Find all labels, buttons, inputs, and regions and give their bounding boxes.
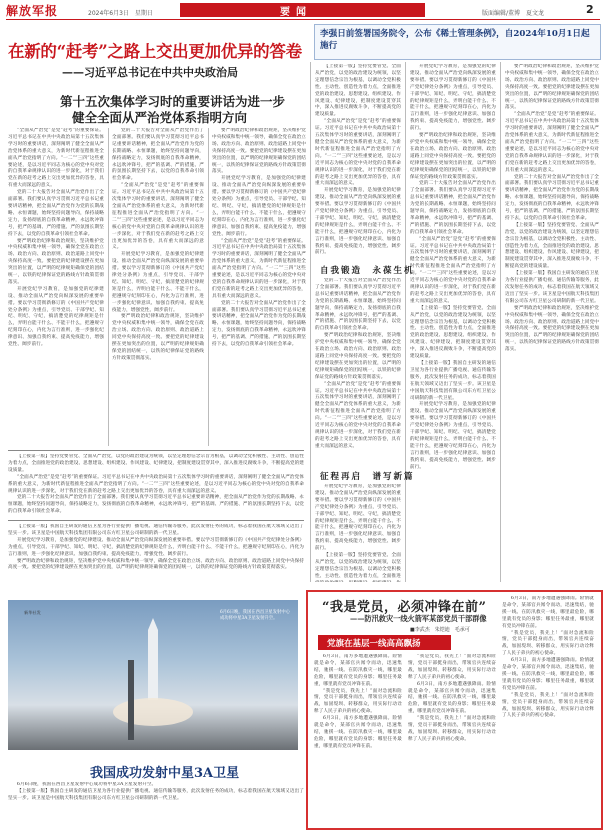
article-column-2: 党的二十大报告对全面从严治党作出了全面部署。我们要认真学习贯彻习近平总书记重要讲话精神，把全面从严治党作为党的长期战略、永恒课题，始终坚持问题导向，保持战略定力，发扬彻底的自我革命精神，永远吹冲锋号，把严的基调、严的措施、严的氛围长期坚持下去，以党的自我革命引领社会革命。 “全面从严治党”是党“赶考”的重要保证。习近平总书记在中共中央政治局第十五次集体学习时的重要讲话，深刻阐明了健全全面从严治党体系的重大意义，为新时代新征程推进全面从严治党指明了方向。“一二”“三四”这些重要论述，是以习近平同志为核心的党中央对党的自我革命规律认识的进一步深化，对于我们党在新的赶考之路上交出更加优异的答卷，具有重大而深远的意义。 开展党纪学习教育，是加强党的纪律建设、推动全面从严治党向纵深发展的重要举措。要以学习贯彻新修订的《中国共产党纪律处分条例》为重点，引导党员、干部学纪、知纪、明纪、守纪，搞清楚党的纪律规矩是什么，弄明白能干什么、不能干什么，把遵规守纪刻印在心，内化为言行准则，进一步强化纪律意识、加强自我约束、提高免疫能力，增强党性、阔步前行。 要严明政治纪律和政治规矩，坚决维护党中央权威和集中统一领导，确保全党在政治立场、政治方向、政治原则、政治道路上同党中央保持高度一致。要把党的纪律建设摆在更加突出的位置，以严明的纪律规矩确保党的团结统一，以铁的纪律保证党的路线方针政策贯彻落实。 xyxy=(112,128,204,361)
lead-subtitle-2: 第十五次集体学习时的重要讲话为进一步 xyxy=(60,94,286,109)
date-line: 2024年6月3日 星期日 xyxy=(88,10,153,17)
rocket-nose xyxy=(148,618,158,630)
column-rule xyxy=(500,62,501,582)
column-rule xyxy=(310,62,311,582)
article-column-6: 要严明政治纪律和政治规矩，坚决维护党中央权威和集中统一领导，确保全党在政治立场、政治方向、政治原则、政治道路上同党中央保持高度一致。要把党的纪律建设摆在更加突出的位置，以严明的纪律规矩确保党的团结统一，以铁的纪律保证党的路线方针政策贯彻落实。 “全面从严治党”是党“赶考”的重要保证。习近平总书记在中共中央政治局第十五次集体学习时的重要讲话，深刻阐明了健全全面从严治党体系的重大意义，为新时代新征程推进全面从严治党指明了方向。“一二”“三四”这些重要论述，是以习近平同志为核心的党中央对党的自我革命规律认识的进一步深化，对于我们党在新的赶考之路上交出更加优异的答卷，具有重大而深远的意义。 党的二十大报告对全面从严治党作出了全面部署。我们要认真学习贯彻习近平总书记重要讲话精神，把全面从严治党作为党的长期战略、永恒课题，始终坚持问题导向，保持战略定力，发扬彻底的自我革命精神，永远吹冲锋号，把严的基调、严的措施、严的氛围长期坚持下去，以党的自我革命引领社会革命。 【上接第一版】坚持党要管党、全面从严治党，以党的政治建设为统领，以坚定理想信念宗旨为根基，以调动全党积极性、主动性、创造性为着力点，全面推进党的政治建设、思想建设、组织建设、作风建设、纪律建设，把制度建设贯穿其中，深入推进反腐败斗争，不断提高党的建设质量。 【上接第一版】我国自主研发的通信卫星为各行业提供广播电视、通信传输等服务，此次发射任务的成功，标志着我国在航天领域又迈出了坚实一步。该卫星是中国航天科技集团有限公司东方红卫星公司研制的新一代卫星。 要严明政治纪律和政治规矩，坚决维护党中央权威和集中统一领导，确保全党在政治立场、政治方向、政治原则、政治道路上同党中央保持高度一致。要把党的纪律建设摆在更加突出的位置，以严明的纪律规矩确保党的团结统一，以铁的纪律保证党的路线方针政策贯彻落实。 xyxy=(505,64,599,353)
photo-credit: 新华社发 xyxy=(24,610,41,615)
article-column-3: 要严明政治纪律和政治规矩，坚决维护党中央权威和集中统一领导，确保全党在政治立场、政治方向、政治原则、政治道路上同党中央保持高度一致。要把党的纪律建设摆在更加突出的位置，以严明的纪律规矩确保党的团结统一，以铁的纪律保证党的路线方针政策贯彻落实。 开展党纪学习教育，是加强党的纪律建设、推动全面从严治党向纵深发展的重要举措。要以学习贯彻新修订的《中国共产党纪律处分条例》为重点，引导党员、干部学纪、知纪、明纪、守纪，搞清楚党的纪律规矩是什么，弄明白能干什么、不能干什么，把遵规守纪刻印在心，内化为言行准则，进一步强化纪律意识、加强自我约束、提高免疫能力，增强党性、阔步前行。 “全面从严治党”是党“赶考”的重要保证。习近平总书记在中共中央政治局第十五次集体学习时的重要讲话，深刻阐明了健全全面从严治党体系的重大意义，为新时代新征程推进全面从严治党指明了方向。“一二”“三四”这些重要论述，是以习近平同志为核心的党中央对党的自我革命规律认识的进一步深化，对于我们党在新的赶考之路上交出更加优异的答卷，具有重大而深远的意义。 党的二十大报告对全面从严治党作出了全面部署。我们要认真学习贯彻习近平总书记重要讲话精神，把全面从严治党作为党的长期战略、永恒课题，始终坚持问题导向，保持战略定力，发扬彻底的自我革命精神，永远吹冲锋号，把严的基调、严的措施、严的氛围长期坚持下去，以党的自我革命引领社会革命。 xyxy=(212,128,306,348)
launch-smoke xyxy=(113,698,193,726)
feature-subtitle: ——防汛救灾一线火箭军某部党员干部群像 xyxy=(350,614,487,623)
article-column-4c: 开展党纪学习教育，是加强党的纪律建设、推动全面从严治党向纵深发展的重要举措。要以学习贯彻新修订的《中国共产党纪律处分条例》为重点，引导党员、干部学纪、知纪、明纪、守纪，搞清楚党的纪律规矩是什么，弄明白能干什么、不能干什么，把遵规守纪刻印在心，内化为言行准则，进一步强化纪律意识、加强自我约束、提高免疫能力，增强党性、阔步前行。 【上接第一版】坚持党要管党、全面从严治党，以党的政治建设为统领，以坚定理想信念宗旨为根基，以调动全党积极性、主动性、创造性为着力点，全面推进 xyxy=(315,484,401,579)
article-column-5: 开展党纪学习教育，是加强党的纪律建设、推动全面从严治党向纵深发展的重要举措。要以学习贯彻新修订的《中国共产党纪律处分条例》为重点，引导党员、干部学纪、知纪、明纪、守纪，搞清楚党的纪律规矩是什么，弄明白能干什么、不能干什么，把遵规守纪刻印在心，内化为言行准则，进一步强化纪律意识、加强自我约束、提高免疫能力，增强党性、阔步前行。 要严明政治纪律和政治规矩，坚决维护党中央权威和集中统一领导，确保全党在政治立场、政治方向、政治原则、政治道路上同党中央保持高度一致。要把党的纪律建设摆在更加突出的位置，以严明的纪律规矩确保党的团结统一，以铁的纪律保证党的路线方针政策贯彻落实。 党的二十大报告对全面从严治党作出了全面部署。我们要认真学习贯彻习近平总书记重要讲话精神，把全面从严治党作为党的长期战略、永恒课题，始终坚持问题导向，保持战略定力，发扬彻底的自我革命精神，永远吹冲锋号，把严的基调、严的措施、严的氛围长期坚持下去，以党的自我革命引领社会革命。 “全面从严治党”是党“赶考”的重要保证。习近平总书记在中共中央政治局第十五次集体学习时的重要讲话，深刻阐明了健全全面从严治党体系的重大意义，为新时代新征程推进全面从严治党指明了方向。“一二”“三四”这些重要论述，是以习近平同志为核心的党中央对党的自我革命规律认识的进一步深化，对于我们党在新的赶考之路上交出更加优异的答卷，具有重大而深远的意义。 【上接第一版】坚持党要管党、全面从严治党，以党的政治建设为统领，以坚定理想信念宗旨为根基，以调动全党积极性、主动性、创造性为着力点，全面推进党的政治建设、思想建设、组织建设、作风建设、纪律建设，把制度建设贯穿其中，深入推进反腐败斗争，不断提高党的建设质量。 【上接第一版】我国自主研发的通信卫星为各行业提供广播电视、通信传输等服务，此次发射任务的成功，标志着我国在航天领域又迈出了坚实一步。该卫星是中国航天科技集团有限公司东方红卫星公司研制的新一代卫星。 开展党纪学习教育，是加强党的纪律建设、推动全面从严治党向纵深发展的重要举措。要以学习贯彻新修订的《中国共产党纪律处分条例》为重点，引导党员、干部学纪、知纪、明纪、守纪，搞清楚党的纪律规矩是什么，弄明白能干什么、不能干什么，把遵规守纪刻印在心，内化为言行准则，进一步强化纪律意识、加强自我约束、提高免疫能力，增强党性、阔步前行。 xyxy=(410,64,496,470)
lead-subtitle-3: 健全全面从严治党体系指明方向 xyxy=(72,110,248,125)
article-column-1: “全面从严治党”是党“赶考”的重要保证。习近平总书记在中共中央政治局第十五次集体学习时的重要讲话，深刻阐明了健全全面从严治党体系的重大意义，为新时代新征程推进全面从严治党指明了方向。“一二”“三四”这些重要论述，是以习近平同志为核心的党中央对党的自我革命规律认识的进一步深化，对于我们党在新的赶考之路上交出更加优异的答卷，具有重大而深远的意义。 党的二十大报告对全面从严治党作出了全面部署。我们要认真学习贯彻习近平总书记重要讲话精神，把全面从严治党作为党的长期战略、永恒课题，始终坚持问题导向，保持战略定力，发扬彻底的自我革命精神，永远吹冲锋号，把严的基调、严的措施、严的氛围长期坚持下去，以党的自我革命引领社会革命。 要严明政治纪律和政治规矩，坚决维护党中央权威和集中统一领导，确保全党在政治立场、政治方向、政治原则、政治道路上同党中央保持高度一致。要把党的纪律建设摆在更加突出的位置，以严明的纪律规矩确保党的团结统一，以铁的纪律保证党的路线方针政策贯彻落实。 开展党纪学习教育，是加强党的纪律建设、推动全面从严治党向纵深发展的重要举措。要以学习贯彻新修订的《中国共产党纪律处分条例》为重点，引导党员、干部学纪、知纪、明纪、守纪，搞清楚党的纪律规矩是什么，弄明白能干什么、不能干什么，把遵规守纪刻印在心，内化为言行准则，进一步强化纪律意识、加强自我约束、提高免疫能力，增强党性、阔步前行。 xyxy=(8,128,104,348)
page-number: 2 xyxy=(586,3,594,16)
section-name: 要闻 xyxy=(280,7,312,18)
feature-column-1: 6月3日，南方多地遭遇强降雨。险情就是命令，某部官兵闻令而动，迅速集结，驰援一线。在防汛救灾一线，哪里最危险，哪里就有党员的身影；哪里任务最重，哪里就有党员冲锋在前。 “我是党员，我先上！”面对急流和险情，党员干部挺身而出，带领官兵连续奋战，加固堤坝、转移群众，用实际行动诠释了人民子弟兵的初心使命。 6月3日，南方多地遭遇强降雨。险情就是命令，某部官兵闻令而动，迅速集结，驰援一线。在防汛救灾一线，哪里最危险，哪里就有党员的身影；哪里任务最重，哪里就有党员冲锋在前。 xyxy=(314,654,402,749)
top-rule xyxy=(6,19,600,20)
launch-tower xyxy=(128,660,134,740)
section-divider xyxy=(8,450,304,451)
subhead-self-forging: 自我锻造 永葆生机 xyxy=(320,266,415,276)
rocket-launch-illustration xyxy=(8,600,298,750)
lead-subtitle-1: ——习近平总书记在中共中央政治局 xyxy=(62,66,238,79)
column-rule xyxy=(208,128,209,446)
article-column-4: 【上接第一版】坚持党要管党、全面从严治党，以党的政治建设为统领，以坚定理想信念宗旨为根基，以调动全党积极性、主动性、创造性为着力点，全面推进党的政治建设、思想建设、组织建设、作风建设、纪律建设，把制度建设贯穿其中，深入推进反腐败斗争，不断提高党的建设质量。 “全面从严治党”是党“赶考”的重要保证。习近平总书记在中共中央政治局第十五次集体学习时的重要讲话，深刻阐明了健全全面从严治党体系的重大意义，为新时代新征程推进全面从严治党指明了方向。“一二”“三四”这些重要论述，是以习近平同志为核心的党中央对党的自我革命规律认识的进一步深化，对于我们党在新的赶考之路上交出更加优异的答卷，具有重大而深远的意义。 开展党纪学习教育，是加强党的纪律建设、推动全面从严治党向纵深发展的重要举措。要以学习贯彻新修订的《中国共产党纪律处分条例》为重点，引导党员、干部学纪、知纪、明纪、守纪，搞清楚党的纪律规矩是什么，弄明白能干什么、不能干什么，把遵规守纪刻印在心，内化为言行准则，进一步强化纪律意识、加强自我约束、提高免疫能力，增强党性、阔步前行。 xyxy=(315,64,401,256)
article-column-4b: 党的二十大报告对全面从严治党作出了全面部署。我们要认真学习贯彻习近平总书记重要讲话精神，把全面从严治党作为党的长期战略、永恒课题，始终坚持问题导向，保持战略定力，发扬彻底的自我革命精神，永远吹冲锋号，把严的基调、严的措施、严的氛围长期坚持下去，以党的自我革命引领社会革命。 要严明政治纪律和政治规矩，坚决维护党中央权威和集中统一领导，确保全党在政治立场、政治方向、政治原则、政治道路上同党中央保持高度一致。要把党的纪律建设摆在更加突出的位置，以严明的纪律规矩确保党的团结统一，以铁的纪律保证党的路线方针政策贯彻落实。 “全面从严治党”是党“赶考”的重要保证。习近平总书记在中共中央政治局第十五次集体学习时的重要讲话，深刻阐明了健全全面从严治党体系的重大意义，为新时代新征程推进全面从严治党指明了方向。“一二”“三四”这些重要论述，是以习近平同志为核心的党中央对党的自我革命规律认识的进一步深化，对于我们党在新的赶考之路上交出更加优异的答卷，具有重大而深远的意义。 xyxy=(315,278,401,449)
feature-banner-text: 党旗在基层一线高高飘扬 xyxy=(327,639,421,649)
section-divider xyxy=(8,520,304,521)
feature-byline: ■李武杰 朱铠迪 毛承可 xyxy=(410,627,470,633)
feature-column-2: “我是党员，我先上！”面对急流和险情，党员干部挺身而出，带领官兵连续奋战，加固堤坝、转移群众，用实际行动诠释了人民子弟兵的初心使命。 6月3日，南方多地遭遇强降雨。险情就是命令，某部官兵闻令而动，迅速集结，驰援一线。在防汛救灾一线，哪里最危险，哪里就有党员的身影；哪里任务最重，哪里就有党员冲锋在前。 “我是党员，我先上！”面对急流和险情，党员干部挺身而出，带领官兵连续奋战，加固堤坝、转移群众，用实际行动诠释了人民子弟兵的初心使命。 xyxy=(408,654,496,742)
lead-headline[interactable]: 在新的“赶考”之路上交出更加优异的答卷 xyxy=(8,42,302,61)
satellite-headline[interactable]: 我国成功发射中星3A卫星 xyxy=(90,766,240,781)
continued-article-2: 【上接第一版】我国自主研发的通信卫星为各行业提供广播电视、通信传输等服务，此次发射任务的成功，标志着我国在航天领域又迈出了坚实一步。该卫星是中国航天科技集团有限公司东方红卫星公司研制的新一代卫星。 开展党纪学习教育，是加强党的纪律建设、推动全面从严治党向纵深发展的重要举措。要以学习贯彻新修订的《中国共产党纪律处分条例》为重点，引导党员、干部学纪、知纪、明纪、守纪，搞清楚党的纪律规矩是什么，弄明白能干什么、不能干什么，把遵规守纪刻印在心，内化为言行准则，进一步强化纪律意识、加强自我约束、提高免疫能力，增强党性、阔步前行。 要严明政治纪律和政治规矩，坚决维护党中央权威和集中统一领导，确保全党在政治立场、政治方向、政治原则、政治道路上同党中央保持高度一致。要把党的纪律建设摆在更加突出的位置，以严明的纪律规矩确保党的团结统一，以铁的纪律保证党的路线方针政策贯彻落实。 xyxy=(8,524,304,571)
editor-line: 版面编辑/董博 夏文龙 xyxy=(482,10,545,17)
column-rule xyxy=(405,62,406,582)
column-rule xyxy=(108,128,109,446)
rocket-body xyxy=(148,630,158,700)
satellite-launch-photo xyxy=(8,600,298,750)
satellite-article: 6月6日晚，我国在西昌卫星发射中心成功将中星3A卫星发射升空。 【上接第一版】我国自主研发的通信卫星为各行业提供广播电视、通信传输等服务，此次发射任务的成功，标志着我国在航天领域又迈出了坚实一步。该卫星是中国航天科技集团有限公司东方红卫星公司研制的新一代卫星。 xyxy=(8,782,304,801)
photo-caption: 6月6日晚，我国在西昌卫星发射中心成功将中星3A卫星发射升空。 xyxy=(220,610,290,621)
feature-column-3: 6月3日，南方多地遭遇强降雨。险情就是命令，某部官兵闻令而动，迅速集结，驰援一线。在防汛救灾一线，哪里最危险，哪里就有党员的身影；哪里任务最重，哪里就有党员冲锋在前。 “我是党员，我先上！”面对急流和险情，党员干部挺身而出，带领官兵连续奋战，加固堤坝、转移群众，用实际行动诠释了人民子弟兵的初心使命。 6月3日，南方多地遭遇强降雨。险情就是命令，某部官兵闻令而动，迅速集结，驰援一线。在防汛救灾一线，哪里最危险，哪里就有党员的身影；哪里任务最重，哪里就有党员冲锋在前。 “我是党员，我先上！”面对急流和险情，党员干部挺身而出，带领官兵连续奋战，加固堤坝、转移群众，用实际行动诠释了人民子弟兵的初心使命。 xyxy=(502,596,594,719)
feature-headline[interactable]: “我是党员，必须冲锋在前” xyxy=(322,600,487,615)
news-box-headline[interactable]: 李强日前签署国务院令，公布《稀土管理条例》，自2024年10月1日起施行 xyxy=(320,29,590,51)
subhead-new-journey: 征程再启 谱写新篇 xyxy=(320,472,415,482)
newspaper-logo: 解放军报 xyxy=(6,4,59,18)
continued-article-1: 【上接第一版】坚持党要管党、全面从严治党，以党的政治建设为统领，以坚定理想信念宗旨为根基，以调动全党积极性、主动性、创造性为着力点，全面推进党的政治建设、思想建设、组织建设、作风建设、纪律建设，把制度建设贯穿其中，深入推进反腐败斗争，不断提高党的建设质量。 “全面从严治党”是党“赶考”的重要保证。习近平总书记在中共中央政治局第十五次集体学习时的重要讲话，深刻阐明了健全全面从严治党体系的重大意义，为新时代新征程推进全面从严治党指明了方向。“一二”“三四”这些重要论述，是以习近平同志为核心的党中央对党的自我革命规律认识的进一步深化，对于我们党在新的赶考之路上交出更加优异的答卷，具有重大而深远的意义。 党的二十大报告对全面从严治党作出了全面部署。我们要认真学习贯彻习近平总书记重要讲话精神，把全面从严治党作为党的长期战略、永恒课题，始终坚持问题导向，保持战略定力，发扬彻底的自我革命精神，永远吹冲锋号，把严的基调、严的措施、严的氛围长期坚持下去，以党的自我革命引领社会革命。 xyxy=(8,454,304,515)
